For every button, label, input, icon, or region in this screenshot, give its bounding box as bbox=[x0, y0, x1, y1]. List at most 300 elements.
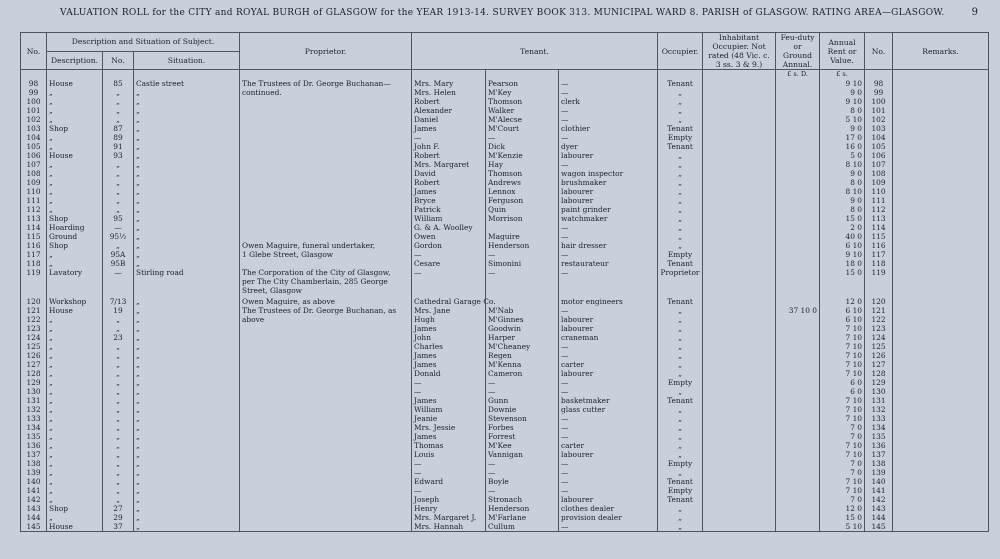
tenant-occupation-cell: — bbox=[559, 106, 658, 115]
situation-cell: „ bbox=[134, 423, 240, 432]
remarks-cell bbox=[893, 333, 989, 342]
description-cell: Shop bbox=[47, 124, 103, 133]
remarks-cell bbox=[893, 306, 989, 315]
tenant-occupation-cell: labourer bbox=[559, 495, 658, 504]
inhabitant-occupier-cell bbox=[703, 297, 776, 306]
street-number-cell: 95 bbox=[103, 214, 134, 223]
tenant-occupation-cell: labourer bbox=[559, 151, 658, 160]
feu-duty-cell bbox=[776, 387, 820, 396]
units-row bbox=[21, 70, 989, 80]
street-number-cell: 95A bbox=[103, 250, 134, 259]
situation-cell: „ bbox=[134, 468, 240, 477]
tenant-first-name-cell: James bbox=[412, 324, 486, 333]
row-number: 108 bbox=[21, 169, 47, 178]
table-row bbox=[21, 250, 989, 259]
tenant-last-name-cell: M'Kee bbox=[486, 441, 559, 450]
tenant-occupation-cell bbox=[559, 286, 658, 295]
remarks-cell bbox=[893, 477, 989, 486]
situation-cell: „ bbox=[134, 115, 240, 124]
inhabitant-occupier-cell bbox=[703, 232, 776, 241]
tenant-occupation-cell: — bbox=[559, 378, 658, 387]
feu-duty-cell bbox=[776, 196, 820, 205]
feu-duty-cell bbox=[776, 351, 820, 360]
situation-cell: „ bbox=[134, 324, 240, 333]
annual-rent-cell: 9 10 bbox=[820, 250, 865, 259]
occupier-cell bbox=[658, 286, 703, 295]
table-row bbox=[21, 387, 989, 396]
street-number-cell: 95B bbox=[103, 259, 134, 268]
situation-cell: „ bbox=[134, 178, 240, 187]
feu-duty-cell bbox=[776, 115, 820, 124]
feu-duty-cell bbox=[776, 286, 820, 295]
street-number-cell: 27 bbox=[103, 504, 134, 513]
situation-cell: „ bbox=[134, 315, 240, 324]
annual-rent-cell: 7 10 bbox=[820, 369, 865, 378]
remarks-cell bbox=[893, 97, 989, 106]
description-cell: House bbox=[47, 79, 103, 88]
tenant-first-name-cell: — bbox=[412, 468, 486, 477]
table-row bbox=[21, 286, 989, 295]
occupier-cell: „ bbox=[658, 232, 703, 241]
annual-rent-cell: 9 0 bbox=[820, 196, 865, 205]
tenant-occupation-cell: — bbox=[559, 268, 658, 277]
inhabitant-occupier-cell bbox=[703, 142, 776, 151]
description-cell: „ bbox=[47, 396, 103, 405]
tenant-last-name-cell: — bbox=[486, 387, 559, 396]
occupier-cell: „ bbox=[658, 522, 703, 532]
tenant-last-name-cell: Henderson bbox=[486, 241, 559, 250]
annual-rent-cell: 7 0 bbox=[820, 468, 865, 477]
row-number: 109 bbox=[21, 178, 47, 187]
occupier-cell: „ bbox=[658, 205, 703, 214]
proprietor-cell bbox=[240, 414, 412, 423]
feu-duty-cell bbox=[776, 360, 820, 369]
street-number-cell: „ bbox=[103, 495, 134, 504]
inhabitant-occupier-cell bbox=[703, 277, 776, 286]
row-number: 114 bbox=[21, 223, 47, 232]
feu-duty-cell bbox=[776, 187, 820, 196]
street-number-cell: 93 bbox=[103, 151, 134, 160]
tenant-occupation-cell: — bbox=[559, 223, 658, 232]
feu-duty-cell bbox=[776, 160, 820, 169]
feu-duty-cell bbox=[776, 441, 820, 450]
header-tenant: Tenant. bbox=[412, 33, 658, 70]
tenant-first-name-cell: — bbox=[412, 378, 486, 387]
row-number: 142 bbox=[21, 495, 47, 504]
situation-cell: „ bbox=[134, 432, 240, 441]
tenant-occupation-cell: restaurateur bbox=[559, 259, 658, 268]
table-row bbox=[21, 522, 989, 532]
street-number-cell: „ bbox=[103, 459, 134, 468]
proprietor-cell: The Trustees of Dr. George Buchanan, as bbox=[240, 306, 412, 315]
inhabitant-occupier-cell bbox=[703, 88, 776, 97]
tenant-first-name-cell: Mrs. Jane bbox=[412, 306, 486, 315]
description-cell: „ bbox=[47, 495, 103, 504]
street-number-cell: 87 bbox=[103, 124, 134, 133]
row-number: 100 bbox=[21, 97, 47, 106]
feu-duty-cell bbox=[776, 468, 820, 477]
row-number-right: 98 bbox=[865, 79, 893, 88]
header-no: No. bbox=[21, 33, 47, 70]
proprietor-cell bbox=[240, 387, 412, 396]
table-row bbox=[21, 297, 989, 306]
header-feu-duty: Feu-duty or Ground Annual. bbox=[776, 33, 820, 70]
inhabitant-occupier-cell bbox=[703, 396, 776, 405]
feu-duty-cell bbox=[776, 232, 820, 241]
proprietor-cell bbox=[240, 459, 412, 468]
feu-duty-cell bbox=[776, 315, 820, 324]
remarks-cell bbox=[893, 414, 989, 423]
annual-rent-cell: 8 0 bbox=[820, 178, 865, 187]
row-number bbox=[21, 277, 47, 286]
description-cell: „ bbox=[47, 142, 103, 151]
remarks-cell bbox=[893, 522, 989, 532]
remarks-cell bbox=[893, 351, 989, 360]
tenant-first-name-cell: William bbox=[412, 214, 486, 223]
description-cell: „ bbox=[47, 432, 103, 441]
street-number-cell: 29 bbox=[103, 513, 134, 522]
description-cell: „ bbox=[47, 405, 103, 414]
situation-cell: „ bbox=[134, 88, 240, 97]
tenant-occupation-cell: labourer bbox=[559, 187, 658, 196]
tenant-last-name-cell: Lennox bbox=[486, 187, 559, 196]
description-cell: „ bbox=[47, 423, 103, 432]
proprietor-cell: Owen Maguire, as above bbox=[240, 297, 412, 306]
row-number-right: 109 bbox=[865, 178, 893, 187]
occupier-cell: „ bbox=[658, 324, 703, 333]
situation-cell: „ bbox=[134, 169, 240, 178]
proprietor-cell bbox=[240, 504, 412, 513]
tenant-first-name-cell: Mrs. Margaret J. bbox=[412, 513, 486, 522]
tenant-occupation-cell: clerk bbox=[559, 97, 658, 106]
street-number-cell: 37 bbox=[103, 522, 134, 532]
situation-cell: „ bbox=[134, 378, 240, 387]
situation-cell: „ bbox=[134, 232, 240, 241]
street-number-cell: „ bbox=[103, 414, 134, 423]
annual-rent-cell: 7 10 bbox=[820, 477, 865, 486]
tenant-first-name-cell: James bbox=[412, 432, 486, 441]
remarks-cell bbox=[893, 142, 989, 151]
annual-rent-cell: 5 0 bbox=[820, 151, 865, 160]
proprietor-cell bbox=[240, 522, 412, 532]
tenant-first-name-cell: Mrs. Hannah bbox=[412, 522, 486, 532]
occupier-cell: „ bbox=[658, 214, 703, 223]
tenant-last-name-cell: M'Court bbox=[486, 124, 559, 133]
inhabitant-occupier-cell bbox=[703, 223, 776, 232]
situation-cell: „ bbox=[134, 205, 240, 214]
table-row bbox=[21, 423, 989, 432]
annual-rent-cell: 7 10 bbox=[820, 441, 865, 450]
tenant-last-name-cell: Henderson bbox=[486, 504, 559, 513]
annual-rent-cell: 6 10 bbox=[820, 306, 865, 315]
table-row bbox=[21, 133, 989, 142]
situation-cell: „ bbox=[134, 387, 240, 396]
row-number-right: 139 bbox=[865, 468, 893, 477]
remarks-cell bbox=[893, 396, 989, 405]
proprietor-cell bbox=[240, 142, 412, 151]
row-number-right: 136 bbox=[865, 441, 893, 450]
feu-duty-cell bbox=[776, 369, 820, 378]
annual-rent-cell bbox=[820, 286, 865, 295]
table-row bbox=[21, 333, 989, 342]
feu-duty-cell bbox=[776, 106, 820, 115]
remarks-cell bbox=[893, 214, 989, 223]
table-row bbox=[21, 142, 989, 151]
tenant-last-name-cell: M'Key bbox=[486, 88, 559, 97]
document-title: VALUATION ROLL for the CITY and ROYAL BURGH of GLASGOW for the YEAR 1913-14. SURVEY BOOK 313. MUNICIPAL WARD 8. PARISH of GLASGOW. RATING AREA—GLASGOW. bbox=[60, 8, 945, 18]
row-number: 125 bbox=[21, 342, 47, 351]
situation-cell: „ bbox=[134, 259, 240, 268]
situation-cell: „ bbox=[134, 106, 240, 115]
occupier-cell: „ bbox=[658, 241, 703, 250]
feu-duty-cell bbox=[776, 151, 820, 160]
header-inhabitant-occupier: Inhabitant Occupier. Not rated (48 Vic. c. 3 ss. 3 & 9.) bbox=[703, 33, 776, 70]
street-number-cell: — bbox=[103, 268, 134, 277]
tenant-last-name-cell: Forrest bbox=[486, 432, 559, 441]
row-number: 111 bbox=[21, 196, 47, 205]
tenant-last-name-cell: M'Alecse bbox=[486, 115, 559, 124]
header-description-group: Description and Situation of Subject. bbox=[47, 33, 240, 52]
occupier-cell: „ bbox=[658, 315, 703, 324]
row-number-right: 117 bbox=[865, 250, 893, 259]
row-number-right: 125 bbox=[865, 342, 893, 351]
row-number: 107 bbox=[21, 160, 47, 169]
row-number: 101 bbox=[21, 106, 47, 115]
page-number: 9 bbox=[971, 7, 978, 18]
table-row bbox=[21, 214, 989, 223]
tenant-last-name-cell: Gunn bbox=[486, 396, 559, 405]
remarks-cell bbox=[893, 268, 989, 277]
tenant-last-name-cell: Dick bbox=[486, 142, 559, 151]
tenant-last-name-cell bbox=[486, 223, 559, 232]
inhabitant-occupier-cell bbox=[703, 106, 776, 115]
tenant-occupation-cell: brushmaker bbox=[559, 178, 658, 187]
street-number-cell: 89 bbox=[103, 133, 134, 142]
tenant-last-name-cell: Downie bbox=[486, 405, 559, 414]
description-cell: House bbox=[47, 522, 103, 532]
row-number: 136 bbox=[21, 441, 47, 450]
inhabitant-occupier-cell bbox=[703, 97, 776, 106]
annual-rent-cell: 9 10 bbox=[820, 97, 865, 106]
tenant-occupation-cell: — bbox=[559, 414, 658, 423]
row-number: 115 bbox=[21, 232, 47, 241]
annual-rent-cell: 7 10 bbox=[820, 360, 865, 369]
remarks-cell bbox=[893, 504, 989, 513]
tenant-occupation-cell: — bbox=[559, 133, 658, 142]
situation-cell: „ bbox=[134, 504, 240, 513]
feu-units: £ s. D. bbox=[776, 70, 820, 80]
tenant-occupation-cell: labourer bbox=[559, 369, 658, 378]
tenant-occupation-cell: carter bbox=[559, 441, 658, 450]
feu-duty-cell bbox=[776, 333, 820, 342]
inhabitant-occupier-cell bbox=[703, 522, 776, 532]
inhabitant-occupier-cell bbox=[703, 241, 776, 250]
tenant-first-name-cell: Patrick bbox=[412, 205, 486, 214]
row-number-right: 124 bbox=[865, 333, 893, 342]
feu-duty-cell bbox=[776, 405, 820, 414]
feu-duty-cell bbox=[776, 178, 820, 187]
table-row bbox=[21, 115, 989, 124]
row-number: 143 bbox=[21, 504, 47, 513]
street-number-cell: „ bbox=[103, 378, 134, 387]
street-number-cell: „ bbox=[103, 169, 134, 178]
table-body bbox=[21, 70, 989, 532]
description-cell: Shop bbox=[47, 214, 103, 223]
description-cell: „ bbox=[47, 450, 103, 459]
row-number-right: 129 bbox=[865, 378, 893, 387]
tenant-occupation-cell: — bbox=[559, 250, 658, 259]
inhabitant-occupier-cell bbox=[703, 378, 776, 387]
header-no-right: No. bbox=[865, 33, 893, 70]
occupier-cell: „ bbox=[658, 423, 703, 432]
tenant-occupation-cell: — bbox=[559, 342, 658, 351]
tenant-occupation-cell: basketmaker bbox=[559, 396, 658, 405]
remarks-cell bbox=[893, 369, 989, 378]
tenant-occupation-cell: — bbox=[559, 477, 658, 486]
inhabitant-occupier-cell bbox=[703, 432, 776, 441]
remarks-cell bbox=[893, 378, 989, 387]
occupier-cell: „ bbox=[658, 441, 703, 450]
tenant-first-name-cell: John bbox=[412, 333, 486, 342]
street-number-cell: „ bbox=[103, 97, 134, 106]
proprietor-cell bbox=[240, 324, 412, 333]
table-row bbox=[21, 88, 989, 97]
annual-rent-cell: 7 10 bbox=[820, 324, 865, 333]
inhabitant-occupier-cell bbox=[703, 405, 776, 414]
proprietor-cell bbox=[240, 432, 412, 441]
table-row bbox=[21, 369, 989, 378]
row-number-right: 101 bbox=[865, 106, 893, 115]
tenant-occupation-cell bbox=[559, 277, 658, 286]
table-row bbox=[21, 97, 989, 106]
description-cell bbox=[47, 286, 103, 295]
tenant-occupation-cell: — bbox=[559, 351, 658, 360]
proprietor-cell bbox=[240, 133, 412, 142]
inhabitant-occupier-cell bbox=[703, 477, 776, 486]
annual-rent-cell: 9 0 bbox=[820, 88, 865, 97]
occupier-cell: „ bbox=[658, 468, 703, 477]
annual-rent-cell: 6 10 bbox=[820, 241, 865, 250]
tenant-occupation-cell: paint grinder bbox=[559, 205, 658, 214]
table-row bbox=[21, 277, 989, 286]
remarks-cell bbox=[893, 160, 989, 169]
tenant-first-name-cell: Mrs. Margaret bbox=[412, 160, 486, 169]
row-number-right: 143 bbox=[865, 504, 893, 513]
row-number: 126 bbox=[21, 351, 47, 360]
valuation-table bbox=[20, 32, 989, 532]
tenant-occupation-cell: — bbox=[559, 432, 658, 441]
row-number-right bbox=[865, 286, 893, 295]
row-number: 122 bbox=[21, 315, 47, 324]
table-row bbox=[21, 205, 989, 214]
tenant-occupation-cell: glass cutter bbox=[559, 405, 658, 414]
tenant-last-name-cell: Cullum bbox=[486, 522, 559, 532]
inhabitant-occupier-cell bbox=[703, 250, 776, 259]
tenant-occupation-cell: dyer bbox=[559, 142, 658, 151]
description-cell: House bbox=[47, 151, 103, 160]
remarks-cell bbox=[893, 124, 989, 133]
description-cell: „ bbox=[47, 459, 103, 468]
situation-cell: „ bbox=[134, 405, 240, 414]
tenant-last-name-cell: Quin bbox=[486, 205, 559, 214]
row-number: 144 bbox=[21, 513, 47, 522]
row-number-right: 115 bbox=[865, 232, 893, 241]
tenant-first-name-cell: James bbox=[412, 124, 486, 133]
inhabitant-occupier-cell bbox=[703, 178, 776, 187]
proprietor-cell bbox=[240, 124, 412, 133]
remarks-cell bbox=[893, 115, 989, 124]
description-cell: „ bbox=[47, 88, 103, 97]
remarks-cell bbox=[893, 205, 989, 214]
remarks-cell bbox=[893, 360, 989, 369]
situation-cell: „ bbox=[134, 214, 240, 223]
proprietor-cell bbox=[240, 106, 412, 115]
tenant-occupation-cell: — bbox=[559, 387, 658, 396]
header-occupier: Occupier. bbox=[658, 33, 703, 70]
annual-rent-cell: 6 10 bbox=[820, 315, 865, 324]
occupier-cell: „ bbox=[658, 106, 703, 115]
inhabitant-occupier-cell bbox=[703, 486, 776, 495]
occupier-cell: „ bbox=[658, 333, 703, 342]
occupier-cell: Empty bbox=[658, 378, 703, 387]
tenant-first-name-cell: Mrs. Helen bbox=[412, 88, 486, 97]
tenant-first-name-cell: Owen bbox=[412, 232, 486, 241]
remarks-cell bbox=[893, 223, 989, 232]
situation-cell: „ bbox=[134, 477, 240, 486]
feu-duty-cell bbox=[776, 495, 820, 504]
tenant-last-name-cell: M'Kenzie bbox=[486, 151, 559, 160]
feu-duty-cell bbox=[776, 214, 820, 223]
table-row bbox=[21, 441, 989, 450]
row-number: 140 bbox=[21, 477, 47, 486]
street-number-cell: „ bbox=[103, 477, 134, 486]
street-number-cell: „ bbox=[103, 432, 134, 441]
row-number-right: 134 bbox=[865, 423, 893, 432]
annual-rent-cell: 7 10 bbox=[820, 450, 865, 459]
row-number-right: 114 bbox=[865, 223, 893, 232]
row-number bbox=[21, 286, 47, 295]
tenant-first-name-cell: William bbox=[412, 405, 486, 414]
situation-cell: „ bbox=[134, 396, 240, 405]
situation-cell: „ bbox=[134, 250, 240, 259]
tenant-first-name-cell: David bbox=[412, 169, 486, 178]
occupier-cell: „ bbox=[658, 306, 703, 315]
inhabitant-occupier-cell bbox=[703, 187, 776, 196]
inhabitant-occupier-cell bbox=[703, 205, 776, 214]
table-row bbox=[21, 268, 989, 277]
proprietor-cell: Street, Glasgow bbox=[240, 286, 412, 295]
remarks-cell bbox=[893, 432, 989, 441]
occupier-cell: „ bbox=[658, 196, 703, 205]
row-number: 139 bbox=[21, 468, 47, 477]
situation-cell: „ bbox=[134, 351, 240, 360]
occupier-cell: „ bbox=[658, 351, 703, 360]
tenant-last-name-cell: M'Ginnes bbox=[486, 315, 559, 324]
feu-duty-cell bbox=[776, 513, 820, 522]
feu-duty-cell bbox=[776, 142, 820, 151]
tenant-occupation-cell: motor engineers bbox=[559, 297, 658, 306]
proprietor-cell bbox=[240, 423, 412, 432]
tenant-occupation-cell: — bbox=[559, 115, 658, 124]
header-number: No. bbox=[103, 51, 134, 70]
description-cell: „ bbox=[47, 360, 103, 369]
description-cell: „ bbox=[47, 169, 103, 178]
street-number-cell: „ bbox=[103, 405, 134, 414]
feu-duty-cell bbox=[776, 124, 820, 133]
proprietor-cell bbox=[240, 169, 412, 178]
proprietor-cell: The Trustees of Dr. George Buchanan— bbox=[240, 79, 412, 88]
remarks-cell bbox=[893, 187, 989, 196]
